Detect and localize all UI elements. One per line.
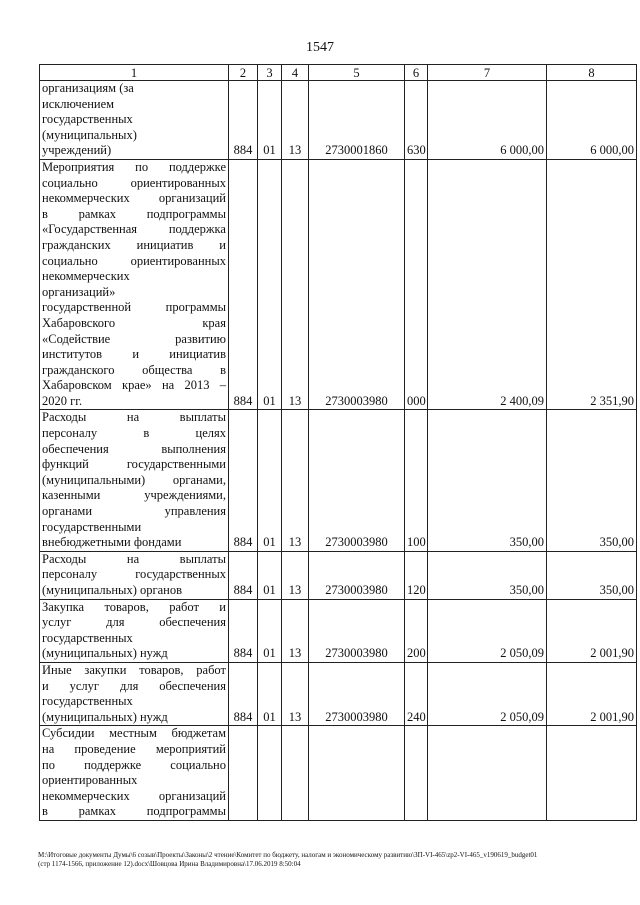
amount-year-2: 2 351,90 — [547, 159, 637, 410]
target-article-code: 2730003980 — [309, 662, 405, 725]
subsection-code: 13 — [282, 410, 309, 551]
budget-table — [39, 64, 637, 821]
description-line: функций государственными — [42, 457, 226, 472]
description-line: (муниципальных) органов — [42, 583, 183, 597]
amount-year-1: 2 050,09 — [428, 662, 547, 725]
subsection-code: 13 — [282, 551, 309, 599]
description-line: государственных — [42, 694, 133, 709]
target-article-code: 2730003980 — [309, 599, 405, 662]
description-line: гражданских инициатив и — [42, 237, 226, 252]
description-line: государственными — [42, 519, 142, 534]
description-line: Мероприятия по поддержке — [42, 159, 226, 174]
description-line: персоналу государственных — [42, 567, 226, 582]
column-header: 6 — [405, 65, 428, 81]
footer-author-line: (стр 1174-1566, приложение 12).docx\Шовцова Ирина Владимировна\17.06.2019 8:50:04 — [38, 860, 301, 868]
ministry-code: 884 — [229, 662, 258, 725]
section-code: 01 — [258, 599, 282, 662]
description-line: организациям (за — [42, 81, 134, 95]
amount-year-1: 6 000,00 — [428, 81, 547, 160]
amount-year-2: 6 000,00 — [547, 81, 637, 160]
amount-year-2: 350,00 — [547, 410, 637, 551]
column-header: 1 — [40, 65, 229, 81]
target-article-code: 2730003980 — [309, 159, 405, 410]
table-row — [40, 599, 637, 662]
section-code: 01 — [258, 159, 282, 410]
column-header: 7 — [428, 65, 547, 81]
description-line: государственных — [42, 112, 133, 127]
description-line: органами управления — [42, 504, 226, 519]
description-line: по поддержке социально — [42, 757, 226, 772]
description-line: в рамках подпрограммы — [42, 206, 226, 221]
subsection-code — [282, 726, 309, 821]
description-line: Расходы на выплаты — [42, 551, 226, 566]
section-code: 01 — [258, 662, 282, 725]
description-line: институтов и инициатив — [42, 347, 226, 362]
expense-type-code: 120 — [405, 551, 428, 599]
amount-year-2 — [547, 726, 637, 821]
subsection-code: 13 — [282, 81, 309, 160]
description-line: социально ориентированных — [42, 175, 226, 190]
description-line: в рамках подпрограммы — [42, 804, 226, 819]
description-line: социально ориентированных — [42, 253, 226, 268]
ministry-code: 884 — [229, 599, 258, 662]
target-article-code: 2730001860 — [309, 81, 405, 160]
expense-type-code: 630 — [405, 81, 428, 160]
amount-year-2: 350,00 — [547, 551, 637, 599]
ministry-code: 884 — [229, 81, 258, 160]
description-line: обеспечения выполнения — [42, 441, 226, 456]
table-row — [40, 551, 637, 599]
description-line: услуг для обеспечения — [42, 615, 226, 630]
document-footer — [38, 851, 618, 869]
subsection-code: 13 — [282, 159, 309, 410]
amount-year-1: 350,00 — [428, 551, 547, 599]
table-row — [40, 726, 637, 821]
table-row — [40, 159, 637, 410]
description-line: (муниципальных) — [42, 127, 137, 142]
expense-type-code: 200 — [405, 599, 428, 662]
expense-type-code: 100 — [405, 410, 428, 551]
description-line: организаций» — [42, 284, 116, 299]
description-line: государственных — [42, 630, 133, 645]
row-description — [40, 726, 229, 821]
description-line: (муниципальных) нужд — [42, 646, 168, 661]
description-line: «Государственная поддержка — [42, 222, 226, 237]
amount-year-1: 2 400,09 — [428, 159, 547, 410]
description-line: ориентированных — [42, 773, 138, 788]
description-line: персоналу в целях — [42, 426, 226, 441]
description-line: учреждений) — [42, 143, 112, 158]
target-article-code: 2730003980 — [309, 410, 405, 551]
ministry-code: 884 — [229, 410, 258, 551]
target-article-code: 2730003980 — [309, 551, 405, 599]
description-line: и услуг для обеспечения — [42, 678, 226, 693]
description-line: Расходы на выплаты — [42, 410, 226, 425]
description-line: Иные закупки товаров, работ — [42, 662, 226, 677]
expense-type-code: 000 — [405, 159, 428, 410]
description-line: (муниципальными) органами, — [42, 472, 226, 487]
description-line: гражданского общества в — [42, 362, 226, 377]
description-line: Хабаровском крае» на 2013 – — [42, 378, 226, 393]
row-description — [40, 599, 229, 662]
description-line: 2020 гг. — [42, 393, 83, 408]
description-line: (муниципальных) нужд — [42, 709, 168, 724]
description-line: внебюджетными фондами — [42, 535, 182, 550]
column-header: 3 — [258, 65, 282, 81]
section-code: 01 — [258, 410, 282, 551]
description-line: некоммерческих — [42, 269, 130, 284]
footer-path-line: M:\Итоговые документы Думы\6 созыв\Проекты\Законы\2 чтение\Комитет по бюджету, налогам и экономическому развитию\ЗП-VI-465\zp2-VI-465_v190619_budget01 — [38, 851, 538, 859]
description-line: некоммерческих организаций — [42, 788, 226, 803]
description-line: Субсидии местным бюджетам — [42, 726, 226, 741]
column-header: 8 — [547, 65, 637, 81]
row-description — [40, 551, 229, 599]
amount-year-2: 2 001,90 — [547, 599, 637, 662]
section-code: 01 — [258, 551, 282, 599]
row-description — [40, 410, 229, 551]
ministry-code — [229, 726, 258, 821]
description-line: Хабаровского края — [42, 315, 226, 330]
subsection-code: 13 — [282, 662, 309, 725]
amount-year-1: 350,00 — [428, 410, 547, 551]
row-description — [40, 662, 229, 725]
description-line: «Содействие развитию — [42, 331, 226, 346]
row-description — [40, 81, 229, 160]
column-header: 4 — [282, 65, 309, 81]
amount-year-2: 2 001,90 — [547, 662, 637, 725]
description-line: некоммерческих организаций — [42, 191, 226, 206]
description-line: казенными учреждениями, — [42, 488, 226, 503]
column-header: 5 — [309, 65, 405, 81]
row-description — [40, 159, 229, 410]
table-row — [40, 662, 637, 725]
column-header: 2 — [229, 65, 258, 81]
section-code: 01 — [258, 81, 282, 160]
ministry-code: 884 — [229, 159, 258, 410]
amount-year-1: 2 050,09 — [428, 599, 547, 662]
subsection-code: 13 — [282, 599, 309, 662]
amount-year-1 — [428, 726, 547, 821]
expense-type-code: 240 — [405, 662, 428, 725]
ministry-code: 884 — [229, 551, 258, 599]
target-article-code — [309, 726, 405, 821]
description-line: государственной программы — [42, 300, 226, 315]
description-line: на проведение мероприятий — [42, 741, 226, 756]
description-line: Закупка товаров, работ и — [42, 599, 226, 614]
page-number: 1547 — [306, 40, 334, 55]
description-line: исключением — [42, 96, 115, 111]
column-number-row — [40, 65, 637, 81]
section-code — [258, 726, 282, 821]
table-row — [40, 81, 637, 160]
table-row — [40, 410, 637, 551]
expense-type-code — [405, 726, 428, 821]
